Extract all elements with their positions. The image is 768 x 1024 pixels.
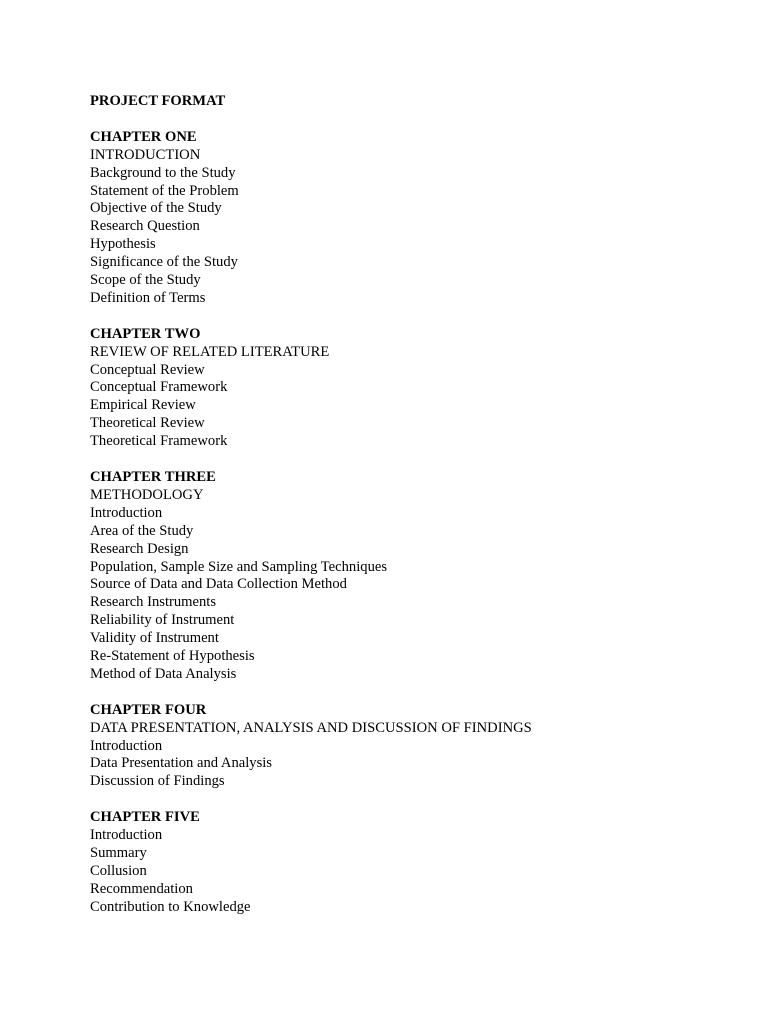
chapter-line: Research Question [90,218,200,235]
chapter-line: Empirical Review [90,397,196,414]
chapter-two-section [90,326,730,451]
chapter-four-section [90,702,730,792]
chapter-line: METHODOLOGY [90,486,204,503]
chapter-line: Summary [90,844,147,861]
chapter-line: Population, Sample Size and Sampling Techniques [90,558,388,575]
chapter-line: Statement of the Problem [90,182,239,199]
chapter-line: Contribution to Knowledge [90,898,251,915]
chapter-line: DATA PRESENTATION, ANALYSIS AND DISCUSSION OF FINDINGS [90,719,532,736]
chapter-line: Collusion [90,862,147,879]
chapter-line: Significance of the Study [90,254,238,271]
chapter-line: Introduction [90,827,163,844]
chapter-line: Data Presentation and Analysis [90,755,272,772]
chapter-line: Hypothesis [90,236,156,253]
chapter-line: Scope of the Study [90,272,201,289]
chapter-line: Theoretical Review [90,415,205,432]
chapter-line: Theoretical Framework [90,433,228,450]
chapter-one-section [90,129,730,308]
document-title: PROJECT FORMAT [90,93,226,109]
chapter-five-section [90,809,730,916]
chapter-line: Introduction [90,737,163,754]
chapter-heading: CHAPTER TWO [90,325,201,342]
chapter-line: Conceptual Framework [90,379,228,396]
chapter-line: Area of the Study [90,522,194,539]
chapter-line: INTRODUCTION [90,146,201,163]
chapter-line: Objective of the Study [90,200,222,217]
chapter-heading: CHAPTER ONE [90,128,197,145]
chapter-line: Re-Statement of Hypothesis [90,648,255,665]
chapter-line: Source of Data and Data Collection Method [90,576,347,593]
chapter-heading: CHAPTER FOUR [90,701,207,718]
chapter-line: Reliability of Instrument [90,612,235,629]
chapter-line: Introduction [90,504,163,521]
chapter-line: Research Instruments [90,594,217,611]
chapter-line: Background to the Study [90,164,236,181]
chapter-line: Discussion of Findings [90,773,225,790]
chapter-line: REVIEW OF RELATED LITERATURE [90,343,330,360]
chapter-line: Recommendation [90,880,193,897]
chapter-three-section [90,469,730,684]
chapter-heading: CHAPTER THREE [90,468,216,485]
chapter-line: Method of Data Analysis [90,665,237,682]
chapter-line: Research Design [90,540,189,557]
chapter-line: Conceptual Review [90,361,205,378]
chapter-line: Definition of Terms [90,289,206,306]
document-page [90,93,730,935]
chapter-line: Validity of Instrument [90,630,219,647]
chapter-heading: CHAPTER FIVE [90,809,200,826]
